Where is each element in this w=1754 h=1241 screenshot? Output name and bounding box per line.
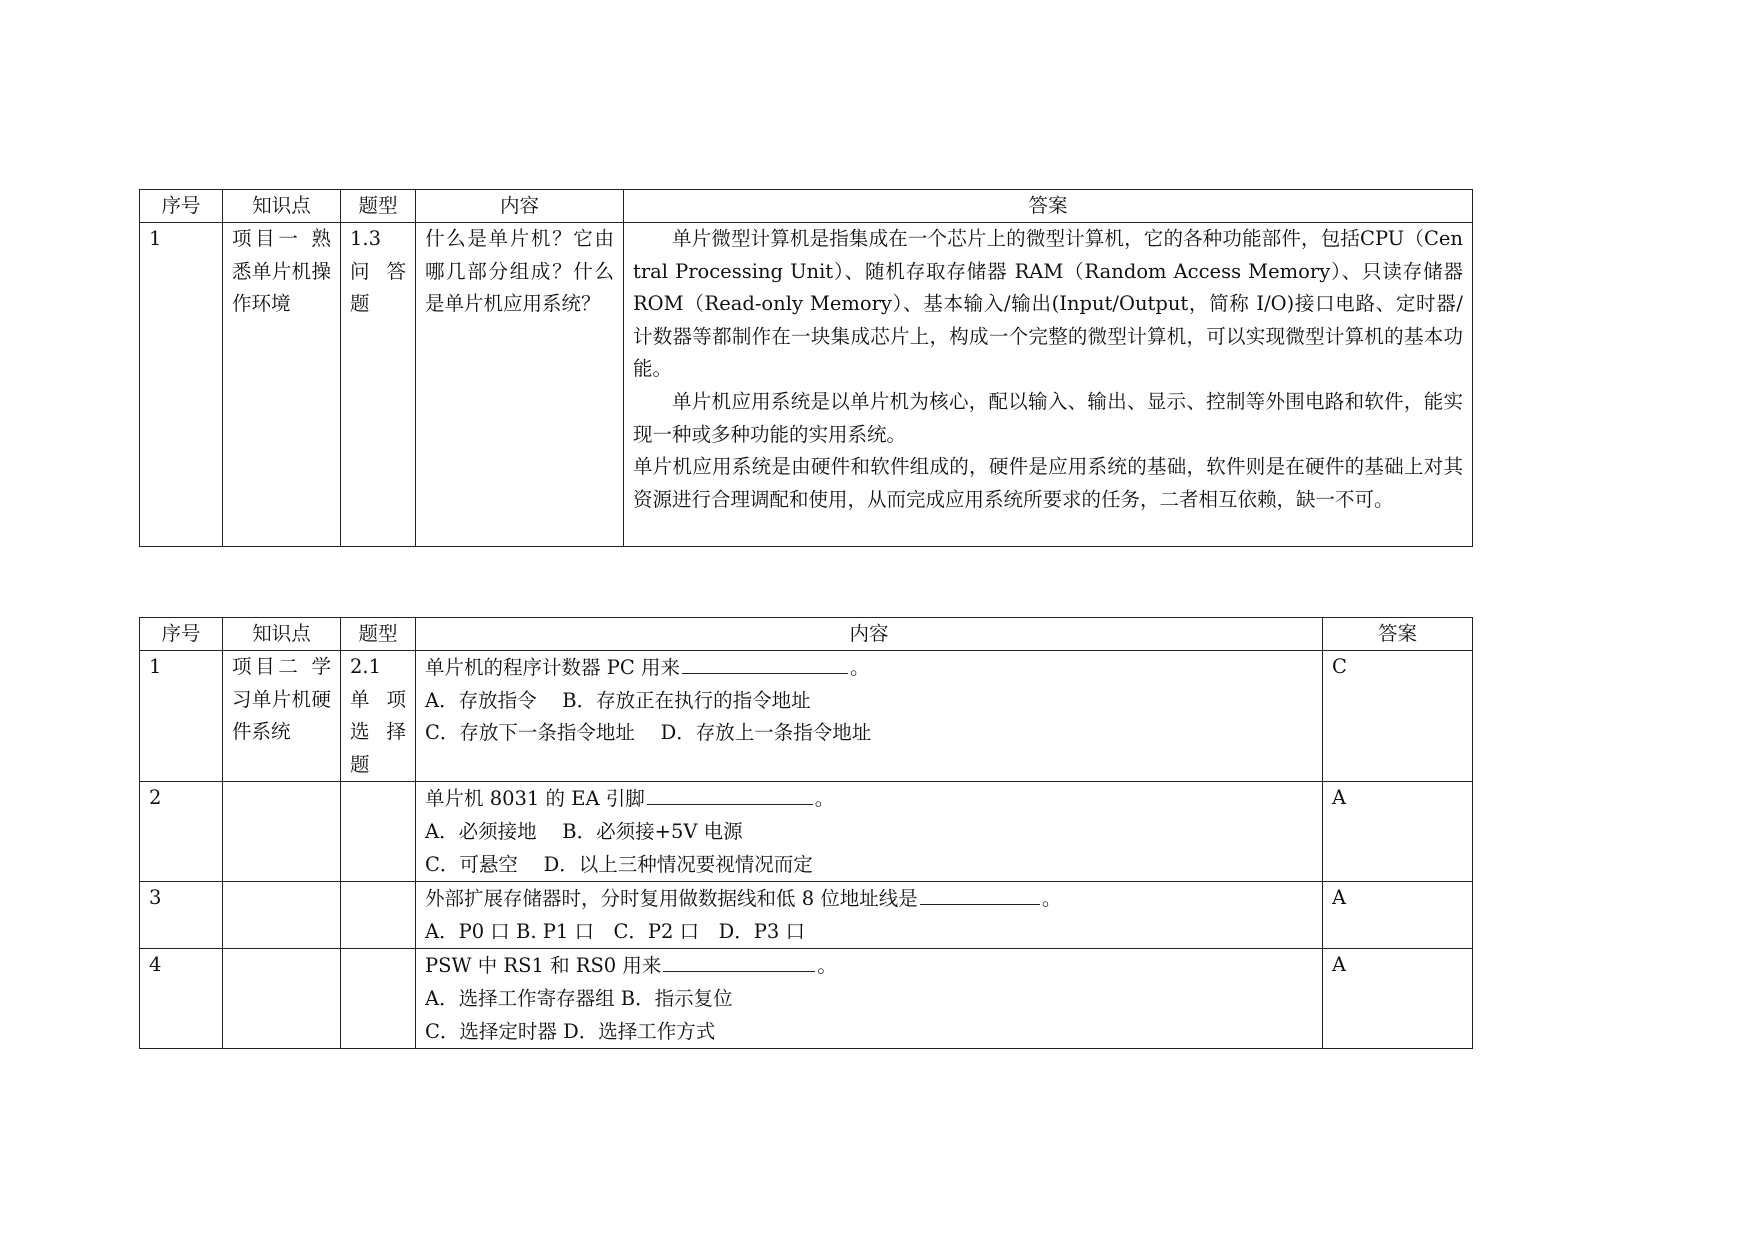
option-line-1: A．必须接地 B．必须接+5V 电源: [425, 819, 743, 843]
cell-topic: [223, 782, 341, 882]
cell-content: [416, 651, 1323, 782]
option-line-1: A．P0 口 B. P1 口 C．P2 口 D．P3 口: [425, 919, 805, 943]
answer-blank: [663, 949, 815, 972]
option-line-2: C．选择定时器 D．选择工作方式: [425, 1019, 716, 1043]
question-stem: PSW 中 RS1 和 RS0 用来: [425, 954, 662, 978]
cell-type: 1.3 问答题: [341, 223, 416, 547]
answer-blank: [682, 651, 848, 674]
answer-paragraph-3: 单片机应用系统是由硬件和软件组成的，硬件是应用系统的基础，软件则是在硬件的基础上对其资源进行合理调配和使用，从而完成应用系统所要求的任务，二者相互依赖，缺一不可。: [633, 455, 1463, 511]
question-text: [425, 882, 1313, 916]
answer-paragraph-1: 单片微型计算机是指集成在一个芯片上的微型计算机，它的各种功能部件，包括CPU（Central Processing Unit）、随机存取存储器 RAM（Random Access Memory）、只读存储器 ROM（Read-only Memory）、基本输入/输出(Input/Output，简称 I/O)接口电路、定时器/计数器等都制作在一块集成芯片上，构成一个完整的微型计算机，可以实现微型计算机的基本功能。: [633, 227, 1463, 381]
table-header-row: [140, 190, 1473, 223]
answer-blank: [647, 782, 813, 805]
question-end: 。: [814, 787, 835, 811]
cell-seq: 4: [140, 949, 223, 1049]
table-row: [140, 782, 1473, 882]
cell-seq: 2: [140, 782, 223, 882]
cell-type: [341, 949, 416, 1049]
table-row: [140, 949, 1473, 1049]
header-type: 题型: [341, 618, 416, 651]
header-content: 内容: [416, 190, 624, 223]
cell-topic: 项目二 学习单片机硬件系统: [223, 651, 341, 782]
table-header-row: [140, 618, 1473, 651]
question-stem: 外部扩展存储器时，分时复用做数据线和低 8 位地址线是: [425, 887, 918, 911]
header-topic: 知识点: [223, 618, 341, 651]
cell-topic: [223, 949, 341, 1049]
cell-topic: 项目一 熟悉单片机操作环境: [223, 223, 341, 547]
header-seq: 序号: [140, 190, 223, 223]
cell-type: 2.1 单项选择题: [341, 651, 416, 782]
answer-blank: [920, 882, 1040, 905]
header-answer: 答案: [624, 190, 1473, 223]
cell-content: 什么是单片机？它由哪几部分组成？什么是单片机应用系统？: [416, 223, 624, 547]
question-stem: 单片机的程序计数器 PC 用来: [425, 656, 680, 679]
cell-content: [416, 949, 1323, 1049]
question-stem: 单片机 8031 的 EA 引脚: [425, 787, 645, 811]
qa-table-2: [139, 617, 1473, 1049]
cell-answer: A: [1323, 949, 1473, 1049]
cell-answer: C: [1323, 651, 1473, 782]
question-end: 。: [849, 656, 870, 679]
cell-content: [416, 882, 1323, 949]
question-end: 。: [1041, 887, 1062, 911]
cell-answer: [624, 223, 1473, 547]
cell-content: [416, 782, 1323, 882]
header-answer: 答案: [1323, 618, 1473, 651]
cell-type: [341, 882, 416, 949]
qa-table-1: [139, 189, 1473, 547]
cell-seq: 1: [140, 223, 223, 547]
table-row: [140, 651, 1473, 782]
cell-answer: A: [1323, 882, 1473, 949]
header-type: 题型: [341, 190, 416, 223]
cell-type: [341, 782, 416, 882]
answer-paragraph-2: 单片机应用系统是以单片机为核心，配以输入、输出、显示、控制等外围电路和软件，能实现一种或多种功能的实用系统。: [633, 389, 1463, 446]
question-text: [425, 949, 1313, 983]
header-seq: 序号: [140, 618, 223, 651]
cell-seq: 3: [140, 882, 223, 949]
cell-topic: [223, 882, 341, 949]
option-line-2: C．可悬空 D．以上三种情况要视情况而定: [425, 852, 813, 876]
header-topic: 知识点: [223, 190, 341, 223]
header-content: 内容: [416, 618, 1323, 651]
cell-answer: A: [1323, 782, 1473, 882]
table-row: [140, 223, 1473, 547]
question-end: 。: [817, 954, 837, 978]
table-row: [140, 882, 1473, 949]
question-text: [425, 782, 1313, 816]
cell-seq: 1: [140, 651, 223, 782]
option-line-2: C．存放下一条指令地址 D．存放上一条指令地址: [425, 721, 872, 745]
option-line-1: A．选择工作寄存器组 B．指示复位: [425, 986, 733, 1010]
option-line-1: A．存放指令 B．存放正在执行的指令地址: [425, 688, 811, 712]
question-text: [425, 651, 1313, 685]
